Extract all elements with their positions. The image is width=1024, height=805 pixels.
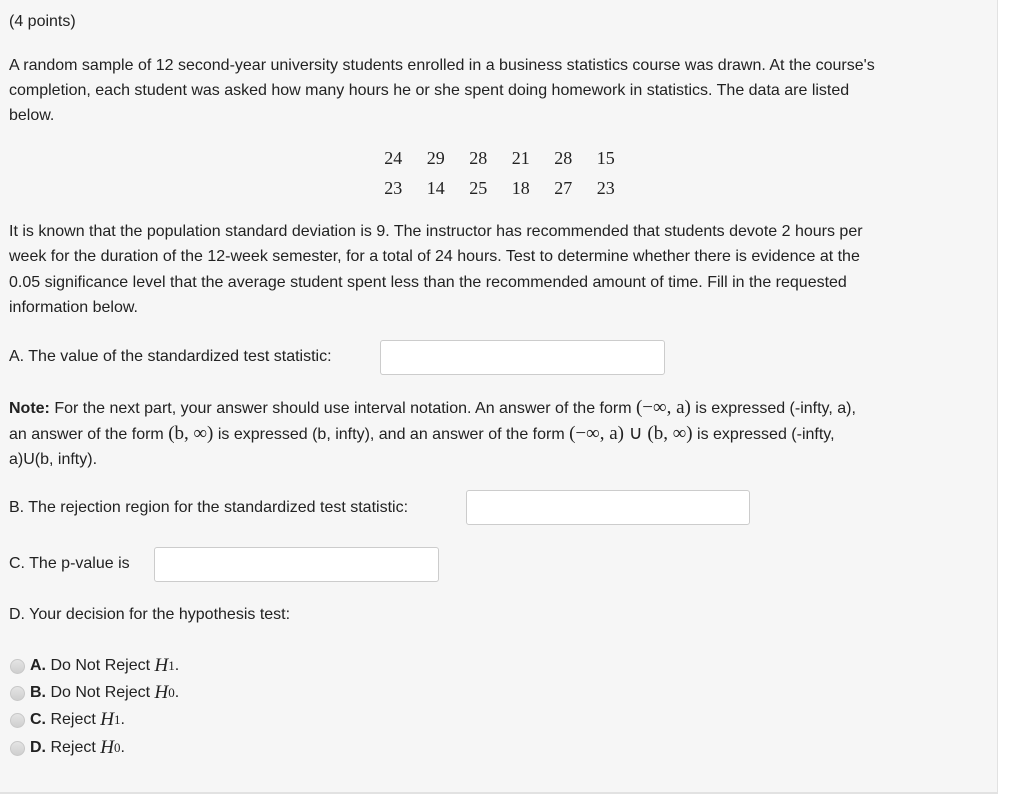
- option-text: Reject: [46, 711, 101, 728]
- note-text: For the next part, your answer should use interval notation. An answer of the form: [49, 400, 636, 417]
- math-interval: (−∞, a) ∪ (b, ∞): [569, 423, 693, 444]
- math-h: H: [100, 737, 114, 758]
- data-cell: 21: [511, 148, 530, 168]
- option-letter: C.: [30, 711, 46, 728]
- data-cell: 18: [511, 178, 530, 198]
- data-cell: 23: [596, 178, 615, 198]
- note-line-1: [9, 398, 856, 419]
- data-cell: 25: [469, 178, 488, 198]
- radio-button[interactable]: [10, 686, 25, 701]
- option-b[interactable]: B. Do Not Reject H 0 .: [10, 682, 179, 704]
- option-text: Do Not Reject: [46, 657, 155, 674]
- intro-line-2: completion, each student was asked how many hours he or she spent doing homework in statistics. The data are listed: [9, 82, 850, 99]
- math-interval: (−∞, a): [635, 397, 691, 418]
- data-cell: 14: [426, 178, 445, 198]
- math-h: H: [154, 682, 169, 703]
- option-letter: B.: [30, 684, 46, 701]
- rejection-region-input[interactable]: [466, 490, 750, 525]
- data-cell: 23: [384, 178, 403, 198]
- part-b-label: B. The rejection region for the standardized test statistic:: [9, 499, 409, 516]
- part-d-label: D. Your decision for the hypothesis test:: [9, 606, 291, 623]
- data-row-1: [372, 148, 627, 169]
- math-h: H: [154, 655, 169, 676]
- note-text: is expressed (b, infty), and an answer of the form: [213, 426, 570, 443]
- part-c-label: C. The p-value is: [9, 555, 130, 572]
- data-cell: 28: [469, 148, 488, 168]
- option-text: Reject: [46, 739, 101, 756]
- intro-line-3: below.: [9, 107, 55, 124]
- note-text: an answer of the form: [9, 426, 169, 443]
- data-cell: 29: [426, 148, 445, 168]
- radio-button[interactable]: [10, 659, 25, 674]
- math-sub: 0: [113, 740, 121, 755]
- option-letter: D.: [30, 739, 46, 756]
- data-cell: 28: [554, 148, 573, 168]
- p-value-input[interactable]: [154, 547, 439, 582]
- math-sub: 0: [168, 685, 175, 700]
- note-line-3: a)U(b, infty).: [9, 451, 98, 468]
- part-a-label: A. The value of the standardized test statistic:: [9, 348, 332, 365]
- data-cell: 24: [384, 148, 403, 168]
- data-cell: 27: [554, 178, 573, 198]
- math-sub: 1: [168, 658, 175, 673]
- note-text: is expressed (-infty,: [692, 426, 835, 443]
- data-row-2: [372, 178, 627, 199]
- note-bold: Note:: [9, 400, 50, 417]
- intro-line-1: A random sample of 12 second-year university students enrolled in a business statistics course was drawn. At the course's: [9, 57, 875, 74]
- math-interval: (b, ∞): [168, 423, 214, 444]
- para2-line-3: 0.05 significance level that the average student spent less than the recommended amount of time. Fill in the requested: [9, 274, 847, 291]
- math-h: H: [100, 709, 114, 730]
- para2-line-1: It is known that the population standard deviation is 9. The instructor has recommended that students devote 2 hours per: [9, 223, 863, 240]
- option-letter: A.: [30, 657, 46, 674]
- radio-button[interactable]: [10, 713, 25, 728]
- radio-button[interactable]: [10, 741, 25, 756]
- test-statistic-input[interactable]: [380, 340, 665, 375]
- points-label: (4 points): [9, 13, 76, 30]
- option-a[interactable]: A. Do Not Reject H 1 .: [10, 655, 179, 677]
- note-text: is expressed (-infty, a),: [690, 400, 856, 417]
- option-text: Do Not Reject: [46, 684, 155, 701]
- note-line-2: [9, 424, 835, 445]
- math-sub: 1: [113, 712, 121, 727]
- para2-line-2: week for the duration of the 12-week semester, for a total of 24 hours. Test to determine whether there is evidence at the: [9, 248, 860, 265]
- option-c[interactable]: C. Reject H 1 .: [10, 709, 125, 731]
- data-cell: 15: [596, 148, 615, 168]
- para2-line-4: information below.: [9, 299, 138, 316]
- option-d[interactable]: D. Reject H 0 .: [10, 737, 125, 759]
